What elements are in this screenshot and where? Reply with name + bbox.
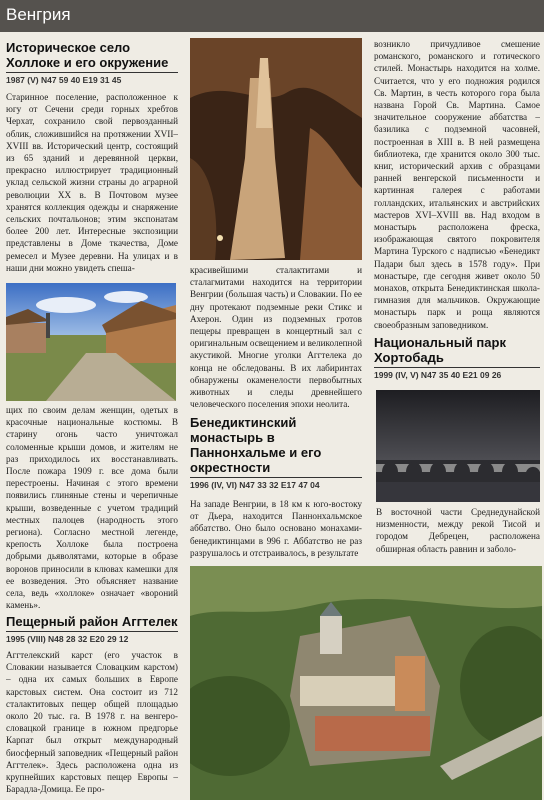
column-3-continued [376,506,540,556]
article-title: Национальный парк Хортобадь [374,335,506,365]
village-photo [6,283,176,401]
cave-photo [190,38,362,260]
column-2 [190,264,362,570]
article-text: Старинное поселение, расположенное к югу от Сечени среди горных хребтов Черхат, сохранило свой первозданный облик, сложившийся на протяжении XVII–XVIII вв. Исторический центр, состоящий из 65 зданий и деревянной церкви, прекрасно иллюстрирует традиционный уклад сельской жизни страны до аграрной революции XX в. В Почтовом музее хранятся коллекция одежды и снаряжение сельских почтальонов; этим экспонатам более 200 лет. Интересные экспозиции представлены в Доме ткачества, Доме ремесел и Музее деревни. На улицах и в наши дни можно увидеть спеша- [6,92,178,273]
article-title: Историческое село Холлоке и его окружение [6,40,169,70]
column-3 [374,38,540,380]
article-coordinates: 1999 (IV, V) N47 35 40 E21 09 26 [374,367,540,380]
article-title: Пещерный район Аггтелек [6,614,178,629]
article-coordinates: 1996 (IV, VI) N47 33 32 E17 47 04 [190,477,362,490]
article-text: возникло причудливое смешение романского, романского и готического стилей. Монастырь находится на холме. Считается, что у его подножия родился Св. Мартин, в честь которого гора была названа Горой Св. Мартина. Самое значительное сооружение аббатства – базилика с подземной часовней, построенная в XIII в. В ней размещена библиотека, где хранится около 300 тыс. книг, исторический архив с образцами ранней венгерской письменности и картинная галерея с работами голландских, итальянских и австрийских мастеров XVI–XVIII вв. Над входом в монастырь расположена фреска, изображающая святого покровителя Мартина Турского с надписью «Бенедикт Падари был здесь в 1578 году». При монастыре, где сегодня живет около 50 монахов, открыта Бенедиктинская школа-гимназия для мальчиков. Окружающие монастырь парк и роща являются своеобразным заповедником. [374,39,540,330]
article-text: красивейшими сталактитами и сталагмитами находится на территории Венгрии (большая часть) и Словакии. По ее дну протекают подземные реки Стикс и Ахерон. Один из подземных гротов пещеры превращен в концертный зал с оригинальным освещением и великолепной акустикой. Многие уголки Аггтелека до конца не обследованы. В их лабиринтах обнаружены окаменелости первобытных животных и следы древнейшего человеческого поселения эпохи неолита. [190,265,362,409]
column-1 [6,40,178,281]
bridge-photo [376,390,540,502]
article-text: Аггтелекский карст (его участок в Словакии называется Словацким карстом) – одна их самых больших в Европе карстовых систем. Она состоит из 712 сталактитовых пещер общей площадью около 20 тыс. га. В 1978 г. на венгеро-словацкой границе в южном предгорье Карпат был открыт международный биосферный заповедник «Пещерный район Аггтелек». Здесь расположена одна из крупнейших карстовых пещер Европы – Барадла-Домица. Ее про- [6,650,178,795]
article-text: В восточной части Среднедунайской низменности, между рекой Тисой и городом Дебрецен, расположена обширная область равнин и заболо- [376,507,540,554]
article-text: На западе Венгрии, в 18 км к юго-востоку от Дьера, находится Паннонхальмское аббатство. Оно было основано монахами-бенедиктинцами в 996 г. Аббатство не раз разрушалось и отстраивалось, в результате [190,499,362,558]
article-coordinates: 1987 (V) N47 59 40 E19 31 45 [6,72,178,85]
section-title: Венгрия [6,5,71,24]
article-title: Бенедиктинский монастырь в Паннонхальме и его окрестности [190,415,322,475]
monastery-photo [190,566,542,800]
article-coordinates: 1995 (VIII) N48 28 32 E20 29 12 [6,631,178,644]
article-text: щих по своим делам женщин, одетых в красочные национальные костюмы. В старину огонь часто уничтожал соломенные крыши домов, и жителям не раз приходилось их восстанавливать. После пожара 1909 г. все дома были перестроены. Начиная с этого времени появились глиняные стены и черепичные крыши, возведенные с учетом традиций местных палоцев (народность этого региона). Согласно местной легенде, крепость Холлоке была построена добрыми дьяволятами, которые в образе воронов приносили в клювах камешки для ее возведения. Это объясняет название села, ведь «холлоке» означает «вороний камень». [6,405,178,611]
section-header [0,0,544,32]
column-1-continued [6,404,178,797]
